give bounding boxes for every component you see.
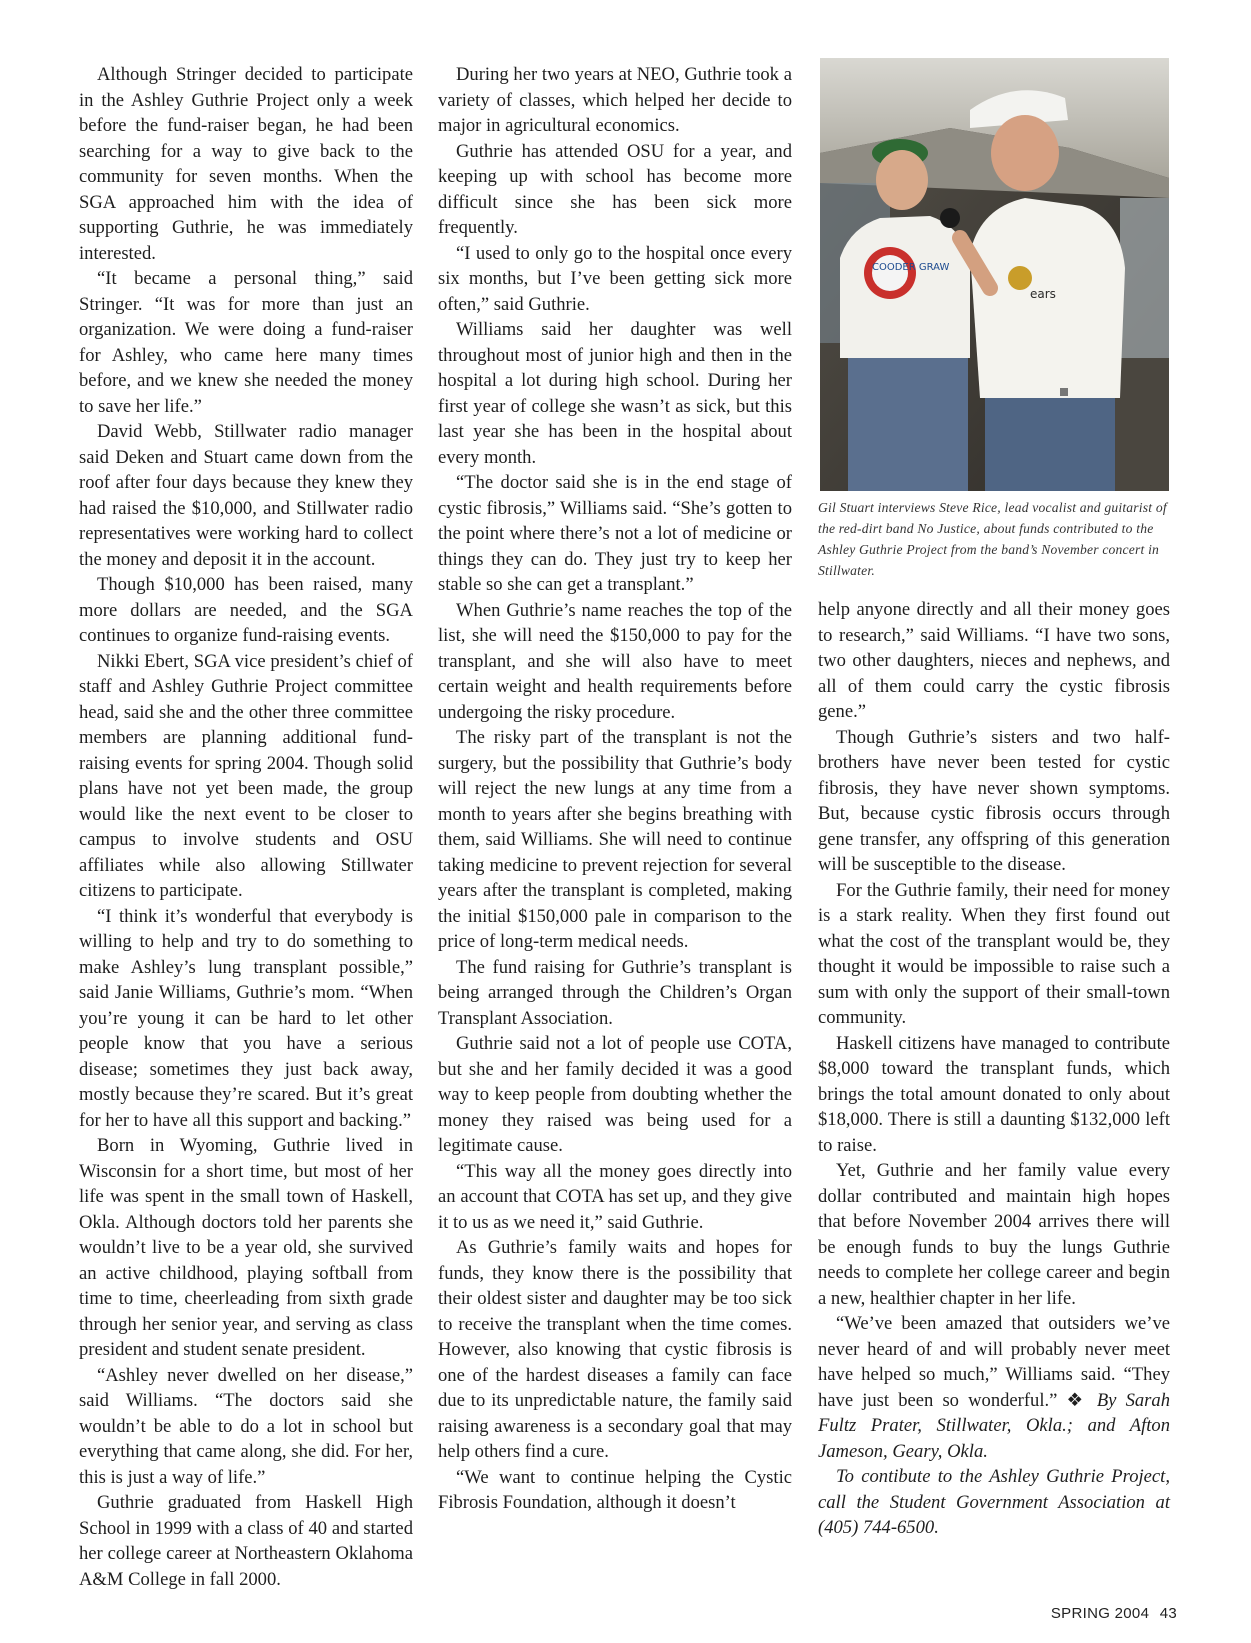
- photo-caption: Gil Stuart interviews Steve Rice, lead vocalist and guitarist of the red-dirt band No Justice, about funds contributed to the Ashley Guthrie Project from the band’s November concert in Stillwater.: [818, 500, 1167, 578]
- closing-paragraph: [818, 1311, 1170, 1464]
- contact-note: To contibute to the Ashley Guthrie Project, call the Student Government Association at (405) 744-6500.: [818, 1466, 1170, 1538]
- article-photo: [820, 58, 1169, 491]
- page-number: 43: [1159, 1605, 1177, 1622]
- paragraph: Though $10,000 has been raised, many more dollars are needed, and the SGA continues to organize fund-raising events.: [79, 574, 413, 646]
- paragraph: Williams said her daughter was well throughout most of junior high and then in the hospital a lot during high school. During her first year of college she wasn’t as sick, but this last year she has been in the hospital about every month.: [438, 319, 792, 468]
- paragraph: “Ashley never dwelled on her disease,” said Williams. “The doctors said she wouldn’t be able to do a lot in school but everything that came along, she did. For her, this is just a way of life.”: [79, 1364, 413, 1488]
- paragraph: Guthrie said not a lot of people use COTA, but she and her family decided it was a good way to keep people from doubting whether the money they raised was being used for a legitimate cause.: [438, 1033, 792, 1156]
- article-column-1: [79, 62, 413, 1592]
- paragraph: Nikki Ebert, SGA vice president’s chief of staff and Ashley Guthrie Project committee head, said she and the other three committee members are planning additional fund-raising events for spring 2004. Though solid plans have not yet been made, the group would like the next event to be closer to campus to involve students and OSU affiliates while also allowing Stillwater citizens to participate.: [79, 650, 413, 901]
- paragraph: “I think it’s wonderful that everybody is willing to help and try to do something to make Ashley’s lung transplant possible,” said Janie Williams, Guthrie’s mom. “When you’re young it can be hard to let other people know that you have a serious disease; sometimes they just back away, mostly because they’re scared. But it’s great for her to have all this support and backing.”: [79, 905, 413, 1131]
- page-footer: [1045, 1605, 1177, 1622]
- paragraph: When Guthrie’s name reaches the top of the list, she will need the $150,000 to pay for the transplant, and she will also have to meet certain weight and health requirements before undergoing the risky procedure.: [438, 599, 792, 723]
- paragraph: Guthrie has attended OSU for a year, and keeping up with school has become more difficult since she has been sick more frequently.: [438, 140, 792, 238]
- issue-label: SPRING 2004: [1050, 1605, 1150, 1622]
- paragraph: Born in Wyoming, Guthrie lived in Wisconsin for a short time, but most of her life was spent in the small town of Haskell, Okla. Although doctors told her parents she wouldn’t live to be a year old, she survived an active childhood, playing softball from time to time, cheerleading from sixth grade through her senior year, and serving as class president and student senate president.: [79, 1135, 413, 1360]
- paragraph: “The doctor said she is in the end stage of cystic fibrosis,” Williams said. “She’s gotten to the point where there’s not a lot of medicine or things they can do. They just try to keep her stable so she can get a transplant.”: [438, 472, 792, 595]
- paragraph: “We want to continue helping the Cystic Fibrosis Foundation, although it doesn’t: [438, 1466, 792, 1513]
- paragraph: David Webb, Stillwater radio manager said Deken and Stuart came down from the roof after four days because they knew they had raised the $10,000, and Stillwater radio representatives were working hard to collect the money and deposit it in the account.: [79, 421, 413, 570]
- byline: By Sarah Fultz Prater, Stillwater, Okla.; and Afton Jameson, Geary, Okla.: [818, 1389, 1170, 1462]
- paragraph: “It became a personal thing,” said Stringer. “It was for more than just an organization. We were doing a fund-raiser for Ashley, who came here many times before, and we knew she needed the money to save her life.”: [79, 268, 413, 417]
- paragraph: The risky part of the transplant is not the surgery, but the possibility that Guthrie’s body will reject the new lungs at any time from a month to years after she begins breathing with them, said Williams. She will need to continue taking medicine to prevent rejection for several years after the transplant is completed, making the initial $150,000 pale in comparison to the price of long-term medical needs.: [438, 727, 792, 952]
- article-column-3: [818, 597, 1170, 1541]
- paragraph: “This way all the money goes directly into an account that COTA has set up, and they give it to us as we need it,” said Guthrie.: [438, 1160, 792, 1233]
- shirt-logo-text: COODER GRAW: [872, 262, 950, 273]
- paragraph: Though Guthrie’s sisters and two half-brothers have never been tested for cystic fibrosis, they have never shown symptoms. But, because cystic fibrosis occurs through gene transfer, any offspring of this generation will be susceptible to the disease.: [818, 726, 1170, 875]
- shirt-print-text: ears: [1030, 287, 1056, 301]
- photo-illustration: [820, 58, 1169, 491]
- paragraph: help anyone directly and all their money goes to research,” said Williams. “I have two sons, two other daughters, nieces and nephews, and all of them could carry the cystic fibrosis gene.”: [818, 599, 1170, 722]
- paragraph: Although Stringer decided to participate in the Ashley Guthrie Project only a week before the fund-raiser began, he had been searching for a way to give back to the community for seven months. When the SGA approached him with the idea of supporting Guthrie, he was immediately interested.: [79, 64, 413, 264]
- paragraph: As Guthrie’s family waits and hopes for funds, they know there is the possibility that their oldest sister and daughter may be too sick to receive the transplant when the time comes. However, also knowing that cystic fibrosis is one of the hardest diseases a family can face due to its unpredictable nature, the family said raising awareness is a secondary goal that may help others find a cure.: [438, 1237, 792, 1462]
- paragraph: Haskell citizens have managed to contribute $8,000 toward the transplant funds, which brings the total amount donated to only about $18,000. There is still a daunting $132,000 left to raise.: [818, 1032, 1170, 1156]
- paragraph: The fund raising for Guthrie’s transplant is being arranged through the Children’s Organ Transplant Association.: [438, 956, 792, 1029]
- paragraph: For the Guthrie family, their need for money is a stark reality. When they first found out what the cost of the transplant would be, they thought it would be impossible to raise such a sum with only the support of their small-town community.: [818, 879, 1170, 1028]
- paragraph: Guthrie graduated from Haskell High School in 1999 with a class of 40 and started her college career at Northeastern Oklahoma A&M College in fall 2000.: [79, 1492, 413, 1590]
- paragraph: “I used to only go to the hospital once every six months, but I’ve been getting sick more often,” said Guthrie.: [438, 242, 792, 315]
- paragraph: Yet, Guthrie and her family value every dollar contributed and maintain high hopes that before November 2004 arrives there will be enough funds to buy the lungs Guthrie needs to complete her college career and begin a new, healthier chapter in her life.: [818, 1160, 1170, 1309]
- closing-quote: “We’ve been amazed that outsiders we’ve never heard of and will probably never meet have helped so much,” Williams said. “They have just been so wonderful.”: [818, 1313, 1170, 1411]
- end-mark-icon: ❖: [1066, 1389, 1088, 1411]
- paragraph: During her two years at NEO, Guthrie took a variety of classes, which helped her decide to major in agricultural economics.: [438, 64, 792, 136]
- article-column-2: [438, 62, 792, 1516]
